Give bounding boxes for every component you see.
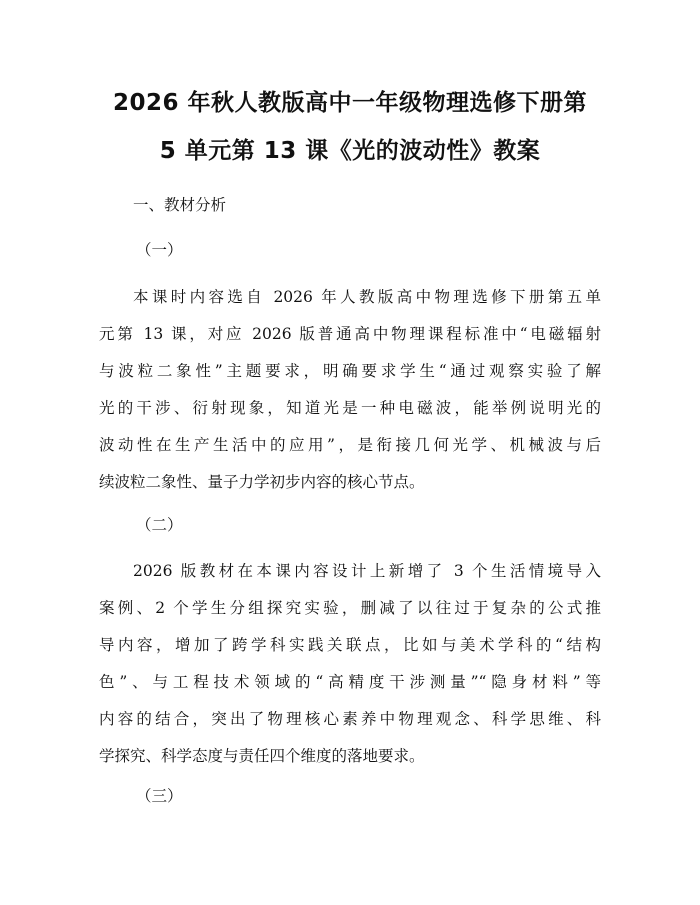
document-title-line-2: 5 单元第 13 课《光的波动性》教案 [159, 138, 541, 164]
subsection-label-1: （一） [136, 241, 183, 259]
paragraph-2-line: 案例、2 个学生分组探究实验，删减了以往过于复杂的公式推 [99, 599, 601, 617]
paragraph-1-line: 光的干涉、衍射现象，知道光是一种电磁波，能举例说明光的 [99, 399, 601, 417]
paragraph-2-line: 内容的结合，突出了物理核心素养中物理观念、科学思维、科 [99, 710, 601, 728]
paragraph-1-line: 本课时内容选自 2026 年人教版高中物理选修下册第五单 [133, 288, 601, 306]
paragraph-2-line: 2026 版教材在本课内容设计上新增了 3 个生活情境导入 [133, 562, 601, 580]
paragraph-1-line: 续波粒二象性、量子力学初步内容的核心节点。 [99, 473, 425, 491]
document-title-line-1: 2026 年秋人教版高中一年级物理选修下册第 [112, 90, 588, 116]
section-heading-teaching-material-analysis: 一、教材分析 [133, 196, 227, 214]
subsection-label-3: （三） [136, 787, 183, 805]
paragraph-1-line: 波动性在生产生活中的应用”，是衔接几何光学、机械波与后 [99, 436, 601, 454]
paragraph-1-line: 元第 13 课，对应 2026 版普通高中物理课程标准中“电磁辐射 [99, 325, 601, 343]
subsection-label-2: （二） [136, 516, 183, 534]
paragraph-2-line: 色”、与工程技术领域的“高精度干涉测量”“隐身材料”等 [99, 673, 601, 691]
paragraph-1-line: 与波粒二象性”主题要求，明确要求学生“通过观察实验了解 [99, 362, 601, 380]
paragraph-2-line: 导内容，增加了跨学科实践关联点，比如与美术学科的“结构 [99, 636, 601, 654]
paragraph-2-line: 学探究、科学态度与责任四个维度的落地要求。 [99, 747, 425, 765]
